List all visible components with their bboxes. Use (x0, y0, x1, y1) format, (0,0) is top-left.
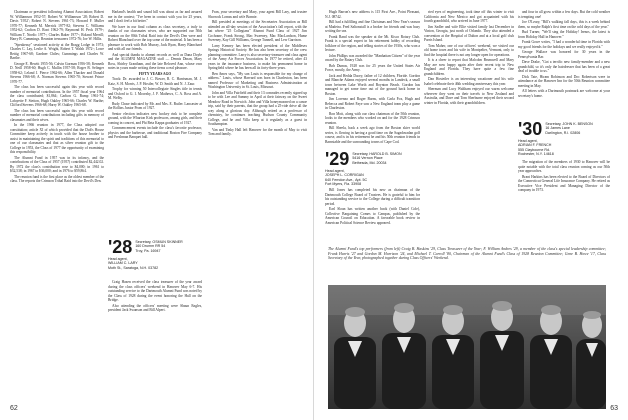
left-col2-paragraph: And special thanks to alumni records as well as Dana Doyle and the ALUMNI MAGAZINE staff — Dennis Dinan, Mary Ross, Shirley Grantham, and the late Beloved Ann, whose own notes in yours made writing these items a real pleasure. (108, 52, 202, 70)
photo-caption: The Alumni Fund's top performers (from left) Craig B. Haskins '29, Class Treasurer of the Year; F. William Andres '29, a member of the class's special leadership committee; Frank Harris '27 and Gordon M. Harrison '24, and Michael T. Carroll '80, Chairman of the Alumni Fund's Class of 1928 Reunion Committee; Gene B. Howe '17, Class Secretary of the Year, photographed together during Class Officers' Weekend. (328, 247, 606, 261)
secretary-line: Secretary, JOHN K. BENSON (545, 122, 593, 126)
left-col1-paragraph: "Speakeasy" sessioned activity at the Bragg Lodge in 1973; Charles C. Lay, Leslie A. Wright, Robert T. Walsh 1972-; Lowe Rettig 1967-68; Gardner Chiles; Cummings and Charles W. Barthe. (10, 42, 104, 60)
left-col1-paragraph: The class has been successful again this year with record number of memorial contributions. In the 1957 fiscal year 1964 the class contributed; $1,864; Carlton G. Bump 1961-74; Lafayette F. Stetton, Hugh Oakley 1965-66; Charles W. Barthe; Clifford Stevens 1966-68; Harry W. Oakley 1965-68. (10, 85, 104, 107)
center-col2-paragraph: Bill Sheela, back a week ago from the Boston skier world series, is flowing in having a good time on the Sagadavadan golf course, and is in his retirement he and his 50th reunion friends in Barnstable and the surrounding towns of Cape Cod. (325, 126, 420, 144)
right-col2-lower-paragraph: The migration of the members of 1930 to Hanover will be quite notable with the total class reunion coming as our 50th year approaches. (518, 160, 610, 173)
left-col1-paragraph: George E. Hewitt 1955-56; Calvin Gorman 1956-58; Kenneth D. Neill 1958-60; Hugh C. Mullin 1957-58; Roger B. Selinger 1958-62; Leland J. Pierce 1962-66; Allen Thacker and Donald Stevens 1966-68; A. Norman Stevens 1965-70; Stewart Prince 1970-77. (10, 61, 104, 84)
right-col2-paragraph: Dave Drake, "Got a terrific new family-member and a new grandchild, so it's only the hairdresser that has been of a great deal of trouble to us." (518, 60, 610, 73)
head-agent-label: Head agent, (108, 257, 128, 261)
group-photo-image (328, 285, 606, 409)
center-column-2-lower (325, 188, 420, 244)
address-line: Troy, Pa. 16947 (135, 248, 161, 253)
class-heading-29 (325, 150, 420, 187)
head-agent-label: Head agent, (325, 169, 345, 173)
right-col1-paragraph: ried eyes of engineering, took time off this winter to visit California and New Mexico and got acquainted with his fourth grandchild, who arrived in June 1977. (424, 10, 514, 23)
center-col2-lower-paragraph: Earl Sloan has written another book (with Daniel Cole), Collective Bargaining Comes to Campus, published by the American Council on Education. A favorable book review in American Political Science Review appeared. (325, 207, 420, 225)
head-agent-line: Moth St., Saratoga, N.H. 03782 (108, 265, 159, 270)
head-agent-line: JOSEPH L. CORRIGAN (325, 173, 364, 178)
person-figure (334, 331, 606, 409)
center-column-1 (208, 10, 307, 405)
left-col2-lower-paragraph: Also attending the officers' meeting were Shaun Engles, president Jack Swanson and Bill Alpert. (108, 303, 202, 312)
center-col2-paragraph: Bob Dumas, 1928 was for 25 years the United States Air Force, mostly, the Army. (325, 63, 420, 72)
secretary-line: Secretary, HAROLD B. SIMON (352, 152, 402, 156)
left-col2-paragraph: We have in our final column as class secretary, a truly to thanks of our classmates wives, who are supported our 50th reunion on the 80th Tribal Raid into the Devil's Den were and Robert Blanchard over the top some of the material. It has been a pleasure to work with Bob Murray, Jack Ryan, Harry Blanchard and with all our friends. (108, 24, 202, 51)
head-agent-line: ADRIAN F. FRENCH (518, 143, 552, 148)
center-col1-paragraph: Bill presided at meetings of the Secretaries Association as Bill attended an all-day session of the Association's fall report, with the hat where "25 Collegians" Alumni Fund Class of 1927 Jim Cochrane, Frank Strong, Mac Sweeney, Mac MacLardson, Hume Sweeney, Kay Gill Williams, George Tunnell, and Lew Garrison. (208, 20, 307, 42)
left-col2-paragraph: Track: Dr. awarded to J. C. Bower, R. C. Harrisman, M. J. Katz, S. H. Morris, J. P. Hostler, W. D. Smith and N. J. Zaur. (108, 77, 202, 86)
right-column-2 (518, 10, 610, 115)
center-col2-paragraph: Ron Mott, along with our class chairman of the 50th reunion, looks to the members who worked on and for the 1928 Crimson reunion. (325, 111, 420, 125)
center-col1-paragraph: Fran, your secretary and Mary, your agent Bill Lary, and trustee Shorrock Lomas and wife Bonnie. (208, 10, 307, 19)
head-agent-line: 555 Claybourne Rd. (518, 147, 550, 152)
right-col1-paragraph: It is a cheer to report that Malcolm Brumwell and Mary May are now happy again after their recent trip to New England and Florida. They have quite a few fine grandchildren. (424, 58, 514, 76)
right-col1-paragraph: Sherman and Lucy Waltham enjoyed our warm welcome wherever they went on their travels to New Zealand and Australia, and Dave and Tom Sherburne enjoyed their second winter in Florida, with their grandchildren. (424, 87, 514, 105)
left-col1-paragraph: The reunion fund is the first place as the oldest member of the class. The reports the Crimson Tribal Raid into the Devil's Den. (10, 174, 104, 183)
class-year: '28 (108, 237, 133, 257)
head-agent-line: 640 Ferndon Ave., Apt. 5C (325, 177, 368, 182)
center-col1-paragraph: Van and Tinky Hall left Hanover for the month of May to visit Tom and family. (208, 127, 307, 136)
center-col2-paragraph: Jack and Hedda Dacey, father of 12 children, Floride. Gordon and Blanche Adams enjoyed several months in Landeck, a small town between Lake Worth and Boynton Beach. Gordon has managed to get some time out of the ground back home in Boston. (325, 73, 420, 96)
right-column-1 (424, 10, 514, 244)
left-column-2 (108, 10, 202, 232)
class-year: '29 (325, 149, 350, 169)
left-col2-paragraph: Rudy Chase indicated by Mr. and Mrs. E. Butler. Lancaster at the Rollins Junior Prom of 1927. (108, 101, 202, 110)
section-heading-fifty-years-ago: FIFTY YEARS AGO (138, 71, 172, 76)
address-line: Bethesda, Md. 20034 (352, 160, 387, 165)
right-col2-lower-paragraph: Brant Harkins has been elected to the Board of Directors of the Connecticut General Life Insurance Company. He retired as Executive Vice President and Managing Director of the company in 1973. (518, 174, 610, 192)
right-col1-paragraph: Tom Maher, one of our officers' weekend, we visited our old home town and his wife in Montpelier, Vermont, only to find the hospital there is not any longer open for operations. (424, 43, 514, 57)
center-col1-paragraph: Larry Kenney has been elected president of the Middlesex Springs Historical Society. He has also been secretary of the crew planning committee. Larry is also secretary-treasurer and class agent of the Army Air Forces Association. In 1977 he retired, after 43 years in the insurance business, to make his permanent home in Springfield where he has been all its forty-three years. (208, 43, 307, 70)
address-line: 5416 Vernon Place (352, 156, 383, 161)
page-number-left: 62 (10, 405, 18, 412)
page-gutter (313, 0, 314, 420)
secretary-line: Secretary, OSMUN SKINNER (135, 240, 183, 244)
left-col2-paragraph: Trophy for winning 50 Intercollegiate Singles title in tennis and Oxford to G. I. Moorsby, J. F. Mathews, C. A. Ross and A. M. Welby. (108, 87, 202, 100)
left-column-2-lower (108, 280, 202, 405)
center-col2-paragraph: John Phillips was awarded the "Manhattan Citizen" of the year award by the Rotary Club. (325, 53, 420, 62)
address-line: Darlington, R.I. 02806 (545, 130, 581, 135)
class-year: '30 (518, 119, 543, 139)
head-agent-line: Fort Myers, Fla. 33908 (325, 182, 362, 187)
class-heading-28 (108, 238, 202, 270)
right-col2-paragraph: Joe O'Leary, "Bill's walking fall days, this is a week behind them, so maybe Ralph's first time on the cold days of the year." (518, 20, 610, 29)
left-col2-paragraph: Commencement events include the class's favorite professor, physics and the barbecue, and traditional Boston Fire Company and Freshman Banquet hall. (108, 126, 202, 139)
left-col1-paragraph: The Alumni Fund in 1957 was in its infancy, and the contributions of the Class of 1957 (1957) contributed $2,442.02. By 1972 the class's contribution rose to $4,000; in 1961 to $32,538; in 1967 to $36,000; and in 1976 to $59,864. (10, 155, 104, 173)
address-line: 160 Drumm RR 54 (135, 244, 166, 249)
left-col1-paragraph: Chairman or president following Alumni Association; Robert W. Williamson 1952-57; Robert W. Williamson '28; Robert D. Davis '1952'; Robert N. Stevens 1961-73; Howard F. Muller 1970-77; Kenneth M. Merrick 1977-82; Stevens C. Williams 1952-62; Crafton D. Root 1962-79; Raymond H. Peck 1979-; William T. Nordic 1977-; Charles Baker 1977-; Roland Merrill; Harry B. Cummings. Reunion treasurers 1972-76; Joe W. Hillis. (10, 10, 104, 41)
right-col1-paragraph: Dan Hostetler is an interesting vacationer and his wife Isabel celebrate their 46th wedding anniversary this year. (424, 77, 514, 86)
right-col1-paragraph: Jim Sadler and wife Ellie visited family last December in Vinton, Georgia, just north of Orlando. They also attended a convention at the Hospital of Dalton and at a local golf club Parris Island. (424, 24, 514, 42)
center-col1-paragraph: John and Villa Fairfield and their 13 comrades recently signed up to be with Lee and Sammy in April at their fairway on the Sweet Meadow Road in Norwich. John and Villa honeymooned on a canoe trip, said by their parents, that the group had a 25-ride drive all the way along a glorious day. Although retired as a professor of chemistry, he continues teaching Hudson County Community College, and he and Villa keep at it regularly as a guest in Southampton. (208, 90, 307, 126)
address-line: 16 James Lane (545, 126, 570, 131)
center-col2-paragraph: Bill had a fulfilling and fine Christmas and New Year's season at Madeira. Fred Saltonstall is a broker for friends and was busy writing the sea. (325, 20, 420, 33)
left-col1-paragraph: In the 1966 reunion in 1977, the Class adopted our constitution; article XI of which provided that the Dub's House Committee keep actively in touch with the house brother to assist in maintaining the spirit and traditions of this memorial to one of our classmates and that as silver reunion gift to the College in 1953, the Class of 1977 the opportunity of examining this responsibility. (10, 123, 104, 154)
right-col2-paragraph: Dick Tate, Hiram Robinson and Doc Robertson were in attendance at the Hanover Inn for the 50th Reunion committee meeting in May. (518, 74, 610, 88)
left-col1-paragraph: The class has been successful again this year with record number of memorial contributions including gifts in memory of classmates and their wives. (10, 108, 104, 122)
right-col2-paragraph: Bud Turner, "We'll sing the Holiday! Irenos, the latest is from Holiday Hall in Hanover." (518, 30, 610, 39)
center-col2-paragraph: Frank Rand was the speaker at the Mt. Kisco Rotary Club. Frank is a special expert in his retirement hobby of recording folklore of the region, and telling stories of the 1930s, who won a lecture. (325, 34, 420, 52)
center-col2-lower-paragraph: Bill Jones has completed his new as chairman of the Dartmouth College Board of Trustees. He is grateful to him for his outstanding service to the College during a difficult transition period. (325, 188, 420, 206)
center-column-2 (325, 10, 420, 145)
right-col2-paragraph: George Wallace was honored for 30 years in the Pennsylvania Bar. (518, 50, 610, 59)
right-col2-paragraph: Frank Gowe writes, "I had a wonderful time in Florida with my good friends for the holidays and we really enjoyed it." (518, 40, 610, 49)
right-col2-paragraph: and four in all grow within a few days. But the cold weather is tempting one! (518, 10, 610, 19)
page-number-right: 63 (610, 405, 618, 412)
center-col1-paragraph: Ben Ames says, "My son Louis is responsible for my change of address." Louis, whose Harvard was born in Charleston, has been named Professor of Marketing and Business Administration at Washington University in St. Louis, Missouri. (208, 71, 307, 89)
center-col2-paragraph: Jim Lorenzo and Roger Burns, with Carla Fox, Hugh and Rebecca and Robert Faye saw a New England team play a game in Charleston. (325, 97, 420, 110)
class-heading-30 (518, 120, 610, 157)
right-col2-paragraph: All letters with a Dartmouth postmark are welcome at your secretary's home. (518, 89, 610, 98)
head-agent-label: Head agent, (518, 139, 538, 143)
center-col2-paragraph: Hugh Barron's new address is 115 First Ave., Point Pleasant, N.J. 08742. (325, 10, 420, 19)
left-column-1 (10, 10, 104, 405)
left-col2-paragraph: Harland's health and sound hill was about as far and assured me in the contest; "I've been in contact with you for 25 years, and I don't feel a bit better." (108, 10, 202, 23)
left-col2-lower-paragraph: Craig Hazen received the class treasurer of the year award during the class officers' weekend in Hanover May 6-7. His outstanding service to the Dartmouth Alumni Fund was noted by the Class of 1928 during the event honoring the Hall on the Bridge. (108, 280, 202, 302)
head-agent-line: Rochester, N.Y. 14618 (518, 152, 554, 157)
left-col2-paragraph: Senior election indicates new hockey rink to be complete ground, with the Wharton Kirk professors, among girls, and their coming in concert, and Phi Beta Kappa graduates of 1927. (108, 111, 202, 125)
right-column-2-lower (518, 160, 610, 244)
group-photo (328, 285, 606, 409)
head-agent-line: WILLIAM C. LARY (108, 261, 138, 266)
